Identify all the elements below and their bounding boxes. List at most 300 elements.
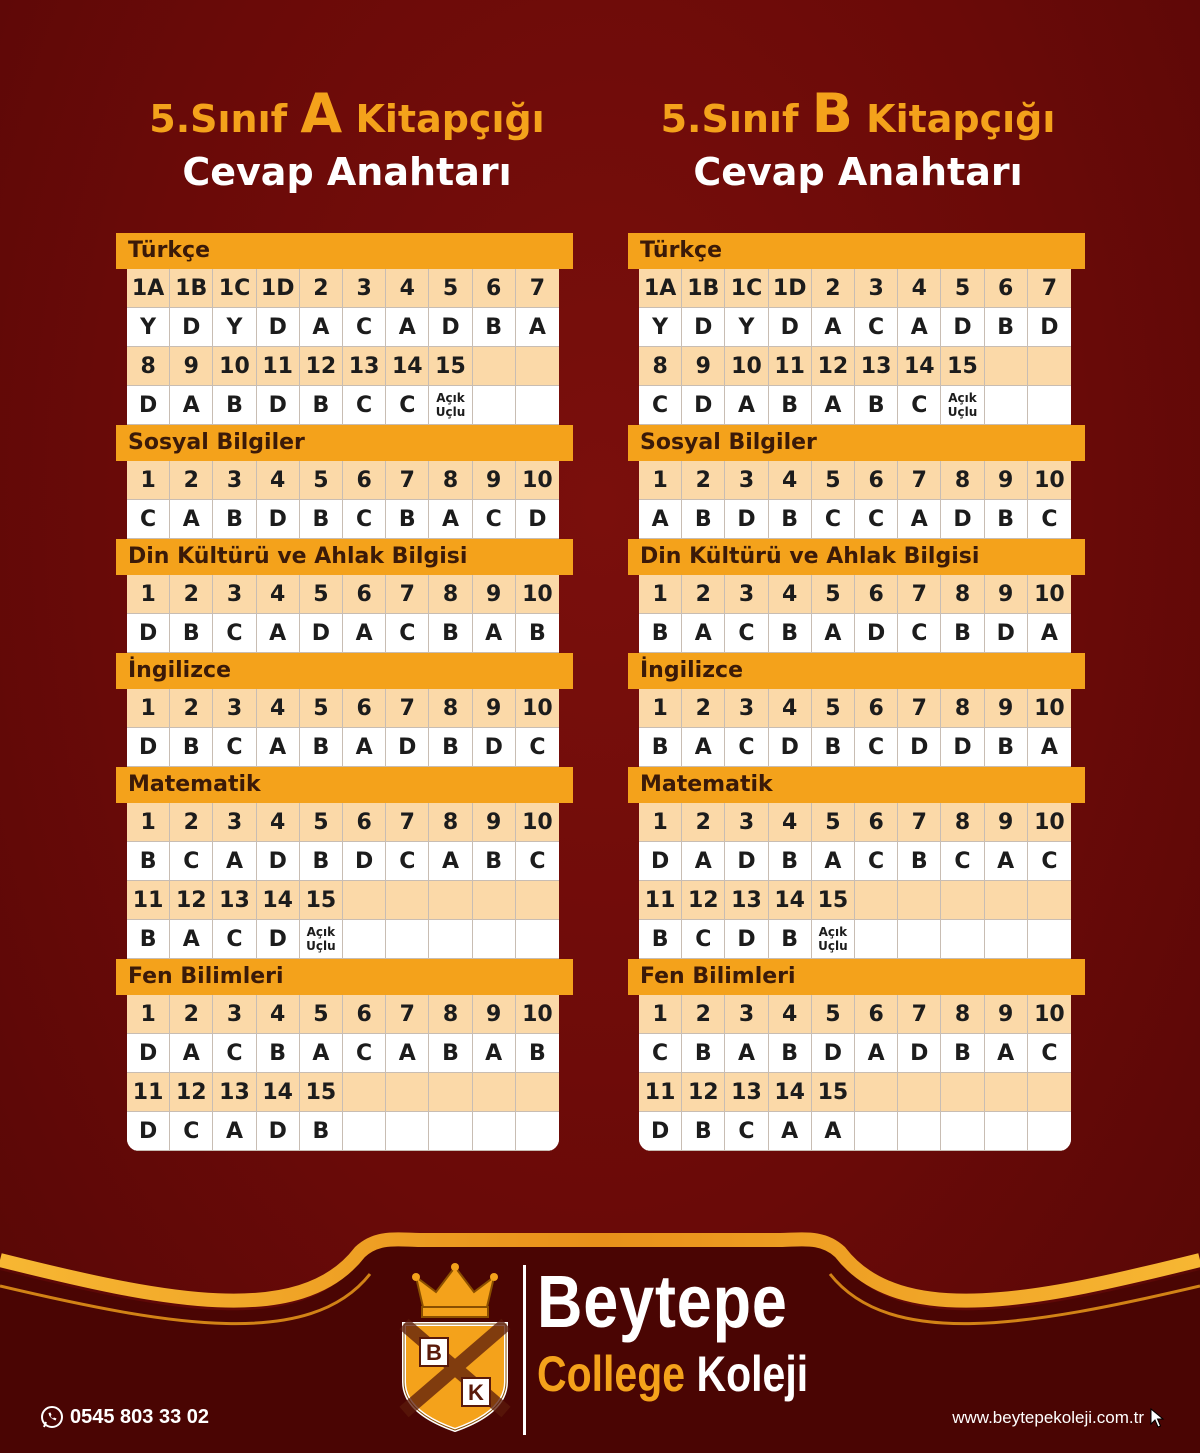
- crown-shield-icon: [398, 1262, 512, 1432]
- whatsapp-icon: [40, 1405, 64, 1429]
- question-number-cell: [855, 1073, 898, 1112]
- answer-cell: Y: [639, 308, 682, 347]
- question-number-cell: [429, 881, 472, 920]
- answer-cell: B: [127, 842, 170, 881]
- question-number-cell: 4: [386, 269, 429, 308]
- question-number-cell: [941, 1073, 984, 1112]
- logo-divider: [523, 1265, 526, 1435]
- question-number-cell: [516, 1073, 559, 1112]
- booklet-b-answer-key: [628, 233, 1085, 1151]
- question-number-cell: 3: [725, 995, 768, 1034]
- question-number-cell: 8: [639, 347, 682, 386]
- answer-cell: A: [725, 1034, 768, 1073]
- question-number-cell: 14: [257, 881, 300, 920]
- question-number-cell: 4: [769, 575, 812, 614]
- question-number-cell: [941, 881, 984, 920]
- answer-cell: D: [812, 1034, 855, 1073]
- question-number-cell: 5: [429, 269, 472, 308]
- answer-grid: [127, 575, 559, 653]
- answer-cell: C: [386, 842, 429, 881]
- subject-section: [116, 767, 573, 959]
- answer-cell: B: [682, 1034, 725, 1073]
- question-number-cell: 10: [516, 461, 559, 500]
- answer-cell: A: [639, 500, 682, 539]
- answer-cell: C: [473, 500, 516, 539]
- answer-cell: A: [516, 308, 559, 347]
- subject-section: [628, 767, 1085, 959]
- question-number-cell: 11: [769, 347, 812, 386]
- question-number-cell: 3: [213, 689, 256, 728]
- question-number-cell: 2: [682, 461, 725, 500]
- question-number-cell: 1: [127, 995, 170, 1034]
- question-number-cell: 14: [386, 347, 429, 386]
- question-number-cell: 9: [170, 347, 213, 386]
- answer-cell: C: [855, 308, 898, 347]
- answer-cell: [386, 1112, 429, 1151]
- answer-cell: A: [170, 920, 213, 959]
- answer-cell: D: [343, 842, 386, 881]
- question-number-cell: 12: [682, 881, 725, 920]
- answer-cell: B: [769, 920, 812, 959]
- answer-cell: C: [1028, 842, 1071, 881]
- subject-title: Türkçe: [628, 233, 1085, 269]
- answer-cell: B: [639, 920, 682, 959]
- question-number-cell: 5: [300, 803, 343, 842]
- question-number-cell: 4: [257, 575, 300, 614]
- question-number-cell: 8: [127, 347, 170, 386]
- question-number-cell: 10: [1028, 689, 1071, 728]
- question-number-cell: 2: [170, 575, 213, 614]
- answer-cell: [473, 920, 516, 959]
- answer-cell: C: [1028, 1034, 1071, 1073]
- answer-cell: D: [429, 308, 472, 347]
- subject-title: Sosyal Bilgiler: [116, 425, 573, 461]
- question-number-cell: 9: [985, 803, 1028, 842]
- question-number-cell: 2: [682, 575, 725, 614]
- answer-cell: B: [429, 728, 472, 767]
- website-url: www.beytepekoleji.com.tr: [952, 1408, 1144, 1427]
- answer-cell: A: [170, 1034, 213, 1073]
- answer-cell: C: [170, 1112, 213, 1151]
- phone-number: 0545 803 33 02: [70, 1405, 210, 1428]
- question-number-cell: 1: [639, 575, 682, 614]
- question-number-cell: 3: [213, 995, 256, 1034]
- question-number-cell: 8: [941, 803, 984, 842]
- answer-cell: A: [855, 1034, 898, 1073]
- answer-cell: D: [257, 386, 300, 425]
- answer-cell: C: [725, 614, 768, 653]
- subject-section: [116, 425, 573, 539]
- question-number-cell: 9: [682, 347, 725, 386]
- question-number-cell: 5: [812, 803, 855, 842]
- question-number-cell: 10: [1028, 575, 1071, 614]
- question-number-cell: 11: [127, 881, 170, 920]
- question-number-cell: 14: [769, 881, 812, 920]
- question-number-cell: 10: [1028, 461, 1071, 500]
- answer-cell: A: [343, 614, 386, 653]
- question-number-cell: 4: [769, 803, 812, 842]
- answer-cell: Y: [725, 308, 768, 347]
- question-number-cell: 4: [769, 995, 812, 1034]
- answer-cell: B: [985, 308, 1028, 347]
- answer-cell: B: [127, 920, 170, 959]
- answer-cell: C: [1028, 500, 1071, 539]
- question-number-cell: 7: [1028, 269, 1071, 308]
- question-number-cell: 1: [127, 575, 170, 614]
- booklet-b-title: 5.Sınıf B Kitapçığı: [660, 82, 1056, 145]
- answer-cell: C: [213, 728, 256, 767]
- answer-cell: B: [941, 614, 984, 653]
- answer-cell: Y: [213, 308, 256, 347]
- answer-cell: D: [725, 842, 768, 881]
- answer-cell: D: [127, 386, 170, 425]
- answer-cell: A: [343, 728, 386, 767]
- question-number-cell: 7: [898, 461, 941, 500]
- question-number-cell: 5: [812, 575, 855, 614]
- question-number-cell: 10: [516, 575, 559, 614]
- answer-cell: A: [257, 728, 300, 767]
- question-number-cell: 1C: [213, 269, 256, 308]
- answer-cell: A: [386, 1034, 429, 1073]
- question-number-cell: 3: [725, 689, 768, 728]
- question-number-cell: 13: [725, 1073, 768, 1112]
- answer-cell: D: [682, 386, 725, 425]
- answer-cell: B: [985, 728, 1028, 767]
- answer-cell: [516, 920, 559, 959]
- answer-cell: D: [257, 308, 300, 347]
- subject-section: [628, 959, 1085, 1151]
- question-number-cell: 2: [300, 269, 343, 308]
- answer-cell: B: [257, 1034, 300, 1073]
- answer-cell: C: [725, 1112, 768, 1151]
- question-number-cell: 2: [682, 803, 725, 842]
- question-number-cell: 13: [855, 347, 898, 386]
- answer-cell: D: [898, 728, 941, 767]
- question-number-cell: 13: [213, 881, 256, 920]
- answer-cell: B: [213, 500, 256, 539]
- answer-cell: C: [386, 614, 429, 653]
- question-number-cell: 9: [473, 689, 516, 728]
- question-number-cell: 6: [855, 575, 898, 614]
- booklet-a-heading: [117, 82, 577, 195]
- answer-cell: C: [516, 728, 559, 767]
- subject-title: Fen Bilimleri: [116, 959, 573, 995]
- subject-title: Matematik: [116, 767, 573, 803]
- question-number-cell: 8: [429, 575, 472, 614]
- question-number-cell: 10: [516, 803, 559, 842]
- subject-title: Din Kültürü ve Ahlak Bilgisi: [628, 539, 1085, 575]
- question-number-cell: 6: [343, 995, 386, 1034]
- question-number-cell: 1: [639, 689, 682, 728]
- answer-cell: B: [170, 728, 213, 767]
- answer-grid: [127, 269, 559, 425]
- question-number-cell: 7: [898, 689, 941, 728]
- answer-cell: A: [725, 386, 768, 425]
- answer-cell: [429, 1112, 472, 1151]
- question-number-cell: 6: [855, 689, 898, 728]
- answer-cell: C: [898, 386, 941, 425]
- question-number-cell: 3: [725, 803, 768, 842]
- question-number-cell: 1B: [682, 269, 725, 308]
- answer-cell: [429, 920, 472, 959]
- answer-cell: C: [898, 614, 941, 653]
- answer-cell: D: [127, 728, 170, 767]
- answer-cell: B: [941, 1034, 984, 1073]
- question-number-cell: 1B: [170, 269, 213, 308]
- answer-cell: A: [682, 728, 725, 767]
- question-number-cell: 9: [985, 689, 1028, 728]
- website-link[interactable]: [952, 1408, 1166, 1428]
- answer-cell: B: [300, 728, 343, 767]
- question-number-cell: [516, 881, 559, 920]
- answer-cell: D: [898, 1034, 941, 1073]
- question-number-cell: 6: [343, 689, 386, 728]
- answer-cell: C: [213, 614, 256, 653]
- answer-cell: C: [682, 920, 725, 959]
- question-number-cell: [985, 347, 1028, 386]
- question-number-cell: 3: [725, 575, 768, 614]
- question-number-cell: 1C: [725, 269, 768, 308]
- answer-grid: [639, 689, 1071, 767]
- question-number-cell: [898, 881, 941, 920]
- answer-cell: B: [769, 500, 812, 539]
- question-number-cell: 8: [429, 461, 472, 500]
- question-number-cell: 11: [639, 881, 682, 920]
- question-number-cell: 1: [127, 803, 170, 842]
- question-number-cell: 7: [898, 995, 941, 1034]
- answer-cell: B: [516, 614, 559, 653]
- answer-cell: [985, 1112, 1028, 1151]
- question-number-cell: 2: [682, 995, 725, 1034]
- question-number-cell: 5: [812, 461, 855, 500]
- answer-cell: D: [941, 728, 984, 767]
- answer-cell: A: [300, 308, 343, 347]
- question-number-cell: 15: [941, 347, 984, 386]
- answer-cell: A: [812, 842, 855, 881]
- question-number-cell: 7: [898, 803, 941, 842]
- question-number-cell: 9: [473, 803, 516, 842]
- question-number-cell: 2: [170, 995, 213, 1034]
- answer-cell: [985, 386, 1028, 425]
- question-number-cell: [516, 347, 559, 386]
- answer-cell: Y: [127, 308, 170, 347]
- question-number-cell: 10: [516, 995, 559, 1034]
- answer-cell: A: [812, 614, 855, 653]
- answer-cell: B: [682, 1112, 725, 1151]
- answer-cell: C: [386, 386, 429, 425]
- answer-cell: B: [473, 842, 516, 881]
- brand-subtitle: College Koleji: [537, 1346, 809, 1402]
- question-number-cell: 14: [898, 347, 941, 386]
- subject-title: İngilizce: [116, 653, 573, 689]
- answer-grid: [639, 995, 1071, 1151]
- question-number-cell: [473, 347, 516, 386]
- question-number-cell: [473, 881, 516, 920]
- crest-letter-b: B: [426, 1340, 442, 1365]
- answer-cell: D: [639, 842, 682, 881]
- question-number-cell: 8: [941, 689, 984, 728]
- question-number-cell: 10: [1028, 803, 1071, 842]
- answer-cell: C: [170, 842, 213, 881]
- answer-cell: C: [725, 728, 768, 767]
- question-number-cell: 3: [725, 461, 768, 500]
- question-number-cell: 2: [170, 689, 213, 728]
- question-number-cell: [473, 1073, 516, 1112]
- question-number-cell: 14: [769, 1073, 812, 1112]
- answer-grid: [639, 269, 1071, 425]
- answer-cell: A: [1028, 614, 1071, 653]
- question-number-cell: 5: [941, 269, 984, 308]
- answer-cell: D: [386, 728, 429, 767]
- question-number-cell: 1D: [257, 269, 300, 308]
- question-number-cell: 1D: [769, 269, 812, 308]
- question-number-cell: [429, 1073, 472, 1112]
- answer-cell: C: [941, 842, 984, 881]
- answer-cell: C: [639, 1034, 682, 1073]
- answer-cell: D: [257, 920, 300, 959]
- answer-cell: D: [1028, 308, 1071, 347]
- question-number-cell: 2: [812, 269, 855, 308]
- subject-section: [628, 653, 1085, 767]
- answer-cell: [1028, 920, 1071, 959]
- answer-cell: B: [769, 386, 812, 425]
- question-number-cell: 1: [639, 995, 682, 1034]
- question-number-cell: 12: [170, 881, 213, 920]
- question-number-cell: 12: [170, 1073, 213, 1112]
- answer-grid: [639, 461, 1071, 539]
- question-number-cell: 1: [639, 803, 682, 842]
- question-number-cell: 4: [257, 995, 300, 1034]
- question-number-cell: 4: [769, 461, 812, 500]
- question-number-cell: 2: [170, 803, 213, 842]
- answer-cell: [898, 1112, 941, 1151]
- answer-cell: B: [985, 500, 1028, 539]
- answer-cell: B: [769, 1034, 812, 1073]
- answer-cell: A: [682, 614, 725, 653]
- question-number-cell: 5: [300, 995, 343, 1034]
- subject-section: [628, 233, 1085, 425]
- booklet-b-heading: [628, 82, 1088, 195]
- answer-cell: B: [682, 500, 725, 539]
- question-number-cell: 5: [812, 995, 855, 1034]
- phone-contact[interactable]: [40, 1405, 209, 1429]
- answer-cell: B: [429, 1034, 472, 1073]
- subject-section: [116, 959, 573, 1151]
- answer-cell: A: [769, 1112, 812, 1151]
- question-number-cell: 15: [812, 1073, 855, 1112]
- question-number-cell: 15: [300, 1073, 343, 1112]
- answer-cell: D: [257, 1112, 300, 1151]
- question-number-cell: 1: [127, 461, 170, 500]
- answer-cell: [855, 920, 898, 959]
- answer-cell: D: [127, 614, 170, 653]
- question-number-cell: 7: [386, 689, 429, 728]
- question-number-cell: 1: [639, 461, 682, 500]
- question-number-cell: 2: [170, 461, 213, 500]
- question-number-cell: 6: [985, 269, 1028, 308]
- answer-cell: B: [170, 614, 213, 653]
- answer-cell: D: [257, 842, 300, 881]
- answer-cell: [898, 920, 941, 959]
- answer-grid: [127, 803, 559, 959]
- question-number-cell: [898, 1073, 941, 1112]
- answer-cell: B: [473, 308, 516, 347]
- answer-cell: D: [516, 500, 559, 539]
- answer-cell: A: [473, 614, 516, 653]
- answer-cell: B: [300, 842, 343, 881]
- answer-cell: B: [300, 1112, 343, 1151]
- answer-cell: C: [343, 1034, 386, 1073]
- answer-cell: B: [898, 842, 941, 881]
- question-number-cell: 9: [985, 995, 1028, 1034]
- question-number-cell: 3: [213, 803, 256, 842]
- answer-cell: C: [343, 500, 386, 539]
- question-number-cell: 10: [213, 347, 256, 386]
- question-number-cell: 3: [213, 461, 256, 500]
- answer-cell: D: [725, 920, 768, 959]
- question-number-cell: 5: [300, 689, 343, 728]
- question-number-cell: 4: [257, 803, 300, 842]
- answer-cell: [985, 920, 1028, 959]
- question-number-cell: [1028, 1073, 1071, 1112]
- subject-section: [116, 539, 573, 653]
- question-number-cell: 14: [257, 1073, 300, 1112]
- answer-cell: [1028, 386, 1071, 425]
- question-number-cell: 9: [473, 461, 516, 500]
- answer-cell: D: [300, 614, 343, 653]
- question-number-cell: 6: [855, 461, 898, 500]
- question-number-cell: 4: [898, 269, 941, 308]
- answer-cell: A: [213, 1112, 256, 1151]
- question-number-cell: 2: [682, 689, 725, 728]
- question-number-cell: 9: [985, 575, 1028, 614]
- question-number-cell: 8: [941, 575, 984, 614]
- booklet-b-subtitle: Cevap Anahtarı: [693, 150, 1023, 194]
- answer-cell: B: [300, 386, 343, 425]
- question-number-cell: [386, 881, 429, 920]
- question-number-cell: 6: [343, 803, 386, 842]
- answer-cell: A: [985, 842, 1028, 881]
- answer-cell: D: [639, 1112, 682, 1151]
- question-number-cell: 1: [127, 689, 170, 728]
- question-number-cell: 6: [343, 461, 386, 500]
- answer-cell: Açık Uçlu: [941, 386, 984, 425]
- answer-grid: [127, 689, 559, 767]
- cursor-icon: [1150, 1408, 1166, 1428]
- answer-cell: A: [898, 500, 941, 539]
- answer-cell: [386, 920, 429, 959]
- answer-cell: D: [941, 500, 984, 539]
- answer-cell: D: [473, 728, 516, 767]
- answer-cell: B: [300, 500, 343, 539]
- answer-cell: C: [213, 1034, 256, 1073]
- answer-cell: A: [473, 1034, 516, 1073]
- answer-cell: B: [429, 614, 472, 653]
- question-number-cell: 1A: [639, 269, 682, 308]
- subject-title: İngilizce: [628, 653, 1085, 689]
- answer-cell: A: [429, 500, 472, 539]
- subject-title: Türkçe: [116, 233, 573, 269]
- answer-cell: B: [639, 614, 682, 653]
- answer-cell: A: [213, 842, 256, 881]
- question-number-cell: 9: [473, 575, 516, 614]
- answer-cell: A: [386, 308, 429, 347]
- subject-title: Fen Bilimleri: [628, 959, 1085, 995]
- question-number-cell: 4: [257, 461, 300, 500]
- answer-cell: B: [769, 614, 812, 653]
- question-number-cell: 13: [725, 881, 768, 920]
- question-number-cell: 7: [386, 461, 429, 500]
